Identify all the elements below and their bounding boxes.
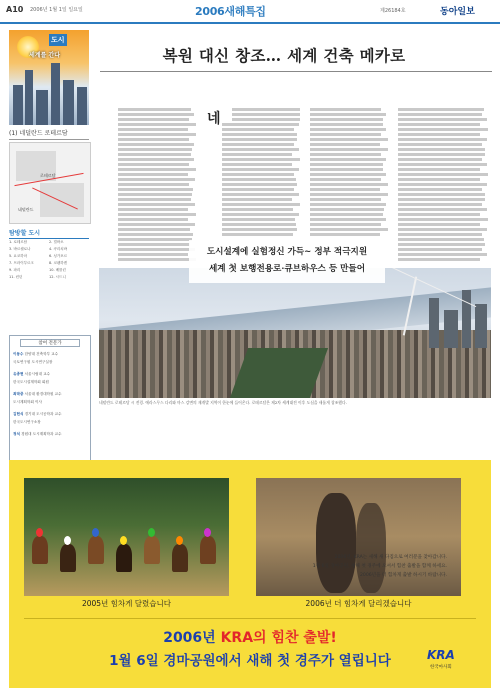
tour-item: 1. 로테르담 (9, 240, 27, 244)
body-text-line (118, 213, 196, 216)
body-text-line (398, 178, 480, 181)
panel-item (13, 380, 49, 385)
body-text-line (118, 228, 190, 231)
body-text-line (222, 133, 297, 136)
body-text-line (118, 243, 190, 246)
panel-item (13, 432, 62, 437)
body-text-line (222, 143, 294, 146)
body-text-line (398, 193, 485, 196)
body-text-line (398, 158, 482, 161)
body-text-line (310, 233, 380, 236)
body-text-line (310, 163, 383, 166)
body-text-line (222, 128, 294, 131)
body-text-line (310, 118, 383, 121)
body-text-line (310, 173, 386, 176)
body-text-line (222, 223, 296, 226)
tour-item: 7. 프라이부르크 (9, 261, 34, 265)
racehorse-graphic (116, 544, 132, 572)
racehorse-graphic (200, 536, 216, 564)
body-text-line (398, 258, 480, 261)
body-text-line (222, 208, 293, 211)
body-text-line (398, 128, 488, 131)
expert-desc: 경원대 도시계획학과 교수 (21, 432, 62, 436)
body-text-line (118, 238, 192, 241)
expert-name: 최막중 (13, 392, 24, 396)
tour-list-title: 탐방할 도시 (9, 228, 89, 239)
tour-item: 6. 싱가포르 (49, 254, 67, 258)
kra-logo-name: 한국마사회 (430, 665, 452, 670)
body-text-line (118, 123, 196, 126)
body-text-line (398, 213, 480, 216)
body-text-line (118, 233, 193, 236)
article-headline: 복원 대신 창조… 세계 건축 메카로 (162, 46, 406, 65)
ad-note (267, 553, 447, 580)
subheadline-line-2: 세계 첫 보행전용로·큐브하우스 등 만들어 (208, 264, 366, 274)
body-text-line (398, 248, 482, 251)
body-text-line (310, 168, 383, 171)
body-text-line (118, 193, 192, 196)
jockey-graphic (120, 536, 127, 545)
issue-date: 2006년 1월 1일 일요일 (30, 7, 83, 13)
body-text-line (310, 213, 383, 216)
racehorse-graphic (144, 536, 160, 564)
panel-item (13, 420, 41, 425)
body-text-line (310, 208, 384, 211)
body-text-line (398, 243, 485, 246)
headline-rule (100, 71, 492, 72)
panel-item (13, 360, 52, 365)
body-text-line (310, 133, 381, 136)
body-text-line (398, 168, 480, 171)
expert-desc: 한국도시설계학회 회원 (13, 380, 49, 384)
body-text-line (310, 143, 380, 146)
series-badge: 도시 (51, 36, 65, 44)
tour-item: 3. 바르셀로나 (9, 247, 31, 251)
expert-desc: 서울시립대 교수 (24, 372, 51, 376)
expert-panel (9, 335, 91, 477)
body-text-line (310, 203, 386, 206)
body-text-line (232, 108, 300, 111)
panel-item (13, 392, 62, 397)
body-text-line (222, 228, 297, 231)
body-text-line (398, 108, 484, 111)
body-text-line (222, 218, 295, 221)
tour-item: 12. 시드니 (49, 275, 66, 279)
panel-title: 참여 전문가 (20, 339, 80, 347)
tour-item: 11. 런던 (9, 275, 23, 279)
slogan-prefix: 2006년 (163, 630, 221, 646)
body-text-line (118, 253, 188, 256)
body-text-line (118, 128, 188, 131)
expert-desc: 경기대 도시공학과 교수 (24, 412, 62, 416)
tour-item: 9. 파리 (9, 268, 21, 272)
location-map (9, 142, 91, 224)
subheadline-line-1: 도시설계에 실험정신 가득~ 정부 적극지원 (206, 247, 368, 257)
body-text-line (222, 188, 294, 191)
body-text-line (398, 188, 482, 191)
body-text-line (118, 108, 191, 111)
body-text-line (310, 228, 388, 231)
body-text-line (222, 168, 299, 171)
body-text-line (398, 233, 482, 236)
body-text-line (118, 163, 189, 166)
page-header (0, 0, 500, 24)
body-text-line (118, 158, 194, 161)
body-text-line (118, 178, 195, 181)
expert-desc: 서울대 환경대학원 교수 (24, 392, 62, 396)
body-text-line (398, 238, 484, 241)
body-text-line (222, 138, 297, 141)
body-text-line (310, 158, 386, 161)
expert-name: 정석 (13, 432, 20, 436)
body-text-line (222, 158, 300, 161)
map-label: 네덜란드 (18, 207, 34, 212)
expert-name: 이동수 (13, 352, 24, 356)
series-subtitle: 세계를 간다 (29, 52, 61, 59)
left-sidebar (9, 30, 89, 450)
body-text-line (118, 113, 194, 116)
slogan-highlight: KRA의 힘찬 출발! (220, 630, 337, 646)
body-text-line (398, 123, 480, 126)
body-text-line (222, 148, 299, 151)
body-text-line (222, 163, 292, 166)
racehorse-graphic (88, 536, 104, 564)
map-label: 로테르담 (40, 173, 56, 178)
building-graphic (25, 70, 33, 125)
ad-slogan-line-2: 1월 6일 경마공원에서 새해 첫 경주가 열립니다 (109, 653, 391, 669)
jockey-graphic (36, 528, 43, 537)
body-text-line (398, 153, 485, 156)
body-text-line (398, 138, 487, 141)
kra-logo (427, 648, 467, 688)
map-land (40, 183, 84, 217)
race-photo-2005 (24, 478, 229, 596)
body-text-line (222, 193, 299, 196)
body-text-line (398, 208, 487, 211)
body-text-line (118, 173, 188, 176)
building-graphic (51, 63, 60, 125)
section-title: 2006새해특집 (195, 5, 266, 18)
drop-cap: 네 (207, 111, 221, 127)
body-text-line (118, 188, 193, 191)
body-text-line (118, 168, 196, 171)
jockey-graphic (176, 536, 183, 545)
body-text-line (398, 143, 482, 146)
expert-desc: 도시계획학회 이사 (13, 400, 42, 404)
body-text-line (118, 198, 191, 201)
panel-item (13, 372, 50, 377)
body-text-line (222, 123, 299, 126)
building-graphic (63, 80, 74, 125)
tour-item: 2. 빌바오 (49, 240, 64, 244)
body-text-line (222, 203, 300, 206)
racehorse-graphic (32, 536, 48, 564)
expert-desc: 국토연구원 도시연구실장 (13, 360, 53, 364)
body-text-line (398, 133, 480, 136)
expert-name: 유종현 (13, 372, 24, 376)
body-text-line (118, 133, 196, 136)
building-graphic (13, 85, 23, 125)
body-text-line (310, 128, 386, 131)
body-text-line (398, 163, 487, 166)
body-text-line (310, 123, 383, 126)
body-text-line (118, 203, 195, 206)
body-text-line (310, 138, 388, 141)
panel-item (13, 412, 62, 417)
body-text-line (222, 198, 292, 201)
tour-item: 5. 요코하마 (9, 254, 27, 258)
body-text-line (222, 233, 293, 236)
body-text-line (310, 183, 388, 186)
city-photo (99, 268, 491, 398)
body-text-line (118, 138, 189, 141)
body-text-line (222, 173, 294, 176)
tour-item: 8. 코펜하겐 (49, 261, 67, 265)
body-text-line (118, 223, 195, 226)
ad-note-line: 2006년을 더 힘차게 출발 하시기 바랍니다. (359, 573, 447, 578)
jockey-graphic (64, 536, 71, 545)
body-text-line (310, 188, 380, 191)
body-text-line (310, 223, 381, 226)
body-text-line (118, 258, 196, 261)
page-number: A10 (6, 5, 24, 14)
kra-advertisement (9, 460, 491, 688)
jockey-graphic (204, 528, 211, 537)
body-text-line (118, 118, 189, 121)
series-caption: (1) 네덜란드 로테르담 (9, 128, 89, 140)
ad-slogan-area (24, 618, 476, 685)
body-text-line (310, 148, 388, 151)
body-text-line (398, 223, 480, 226)
body-text-line (222, 213, 299, 216)
racehorse-graphic (172, 544, 188, 572)
body-text-line (118, 153, 191, 156)
body-text-line (222, 178, 296, 181)
body-text-line (398, 118, 487, 121)
body-text-line (232, 118, 300, 121)
building-graphic (36, 90, 48, 125)
body-text-line (310, 218, 386, 221)
expert-name: 김현식 (13, 412, 24, 416)
newspaper-logo: 동아일보 (440, 7, 475, 17)
tour-item: 10. 베를린 (49, 268, 66, 272)
body-text-line (398, 203, 482, 206)
kra-logo-mark: KRA (427, 648, 455, 662)
panel-item (13, 400, 42, 405)
ad-note-line: 1월 6일 경마공원, 새해 첫 경주에 오셔서 힘찬 출발을 함께 하세요. (312, 564, 447, 569)
body-text-line (310, 113, 386, 116)
body-text-line (310, 178, 381, 181)
body-text-line (398, 253, 487, 256)
building-graphic (77, 87, 87, 125)
body-text-line (118, 143, 194, 146)
body-text-line (118, 183, 189, 186)
ad-caption-2006: 2006년 더 힘차게 달리겠습니다 (305, 599, 412, 608)
body-text-line (310, 198, 381, 201)
body-text-line (398, 228, 487, 231)
body-text-line (232, 113, 300, 116)
ad-note-line: 2006년, KRA는 새해 새 다짐으로 여러분을 찾아갑니다. (334, 555, 447, 560)
body-text-line (222, 183, 297, 186)
body-text-line (398, 183, 487, 186)
racehorse-graphic (60, 544, 76, 572)
body-text-line (398, 113, 482, 116)
body-text-line (310, 193, 388, 196)
body-text-line (398, 198, 485, 201)
body-text-line (310, 153, 381, 156)
body-text-line (118, 148, 192, 151)
jockey-graphic (92, 528, 99, 537)
panel-item (13, 352, 58, 357)
jockey-graphic (148, 528, 155, 537)
body-text-line (118, 248, 195, 251)
body-text-line (118, 208, 188, 211)
series-photo (9, 30, 89, 125)
body-text-line (310, 108, 381, 111)
ad-slogan-line-1 (24, 627, 476, 647)
ad-caption-2005: 2005년 힘차게 달렸습니다 (81, 599, 172, 608)
photo-caption: 네덜란드 로테르담 시 전경. 에라스무스 다리와 마스 강변의 재개발 지역이 한눈에 들어온다. 로테르담은 제2차 세계대전 이후 도심을 새롭게 창조했다. (99, 400, 347, 405)
expert-desc: 한국도시연구소장 (13, 420, 41, 424)
body-text-line (398, 173, 488, 176)
subheadline-box (189, 240, 385, 283)
tower-graphic (475, 304, 487, 348)
body-text-line (398, 148, 485, 151)
body-text-line (222, 153, 292, 156)
body-text-line (398, 218, 488, 221)
expert-desc: 한양대 건축학부 교수 (24, 352, 59, 356)
issue-number: 제26184호 (380, 8, 406, 14)
body-text-line (118, 218, 188, 221)
tour-item: 4. 쿠리치바 (49, 247, 67, 251)
